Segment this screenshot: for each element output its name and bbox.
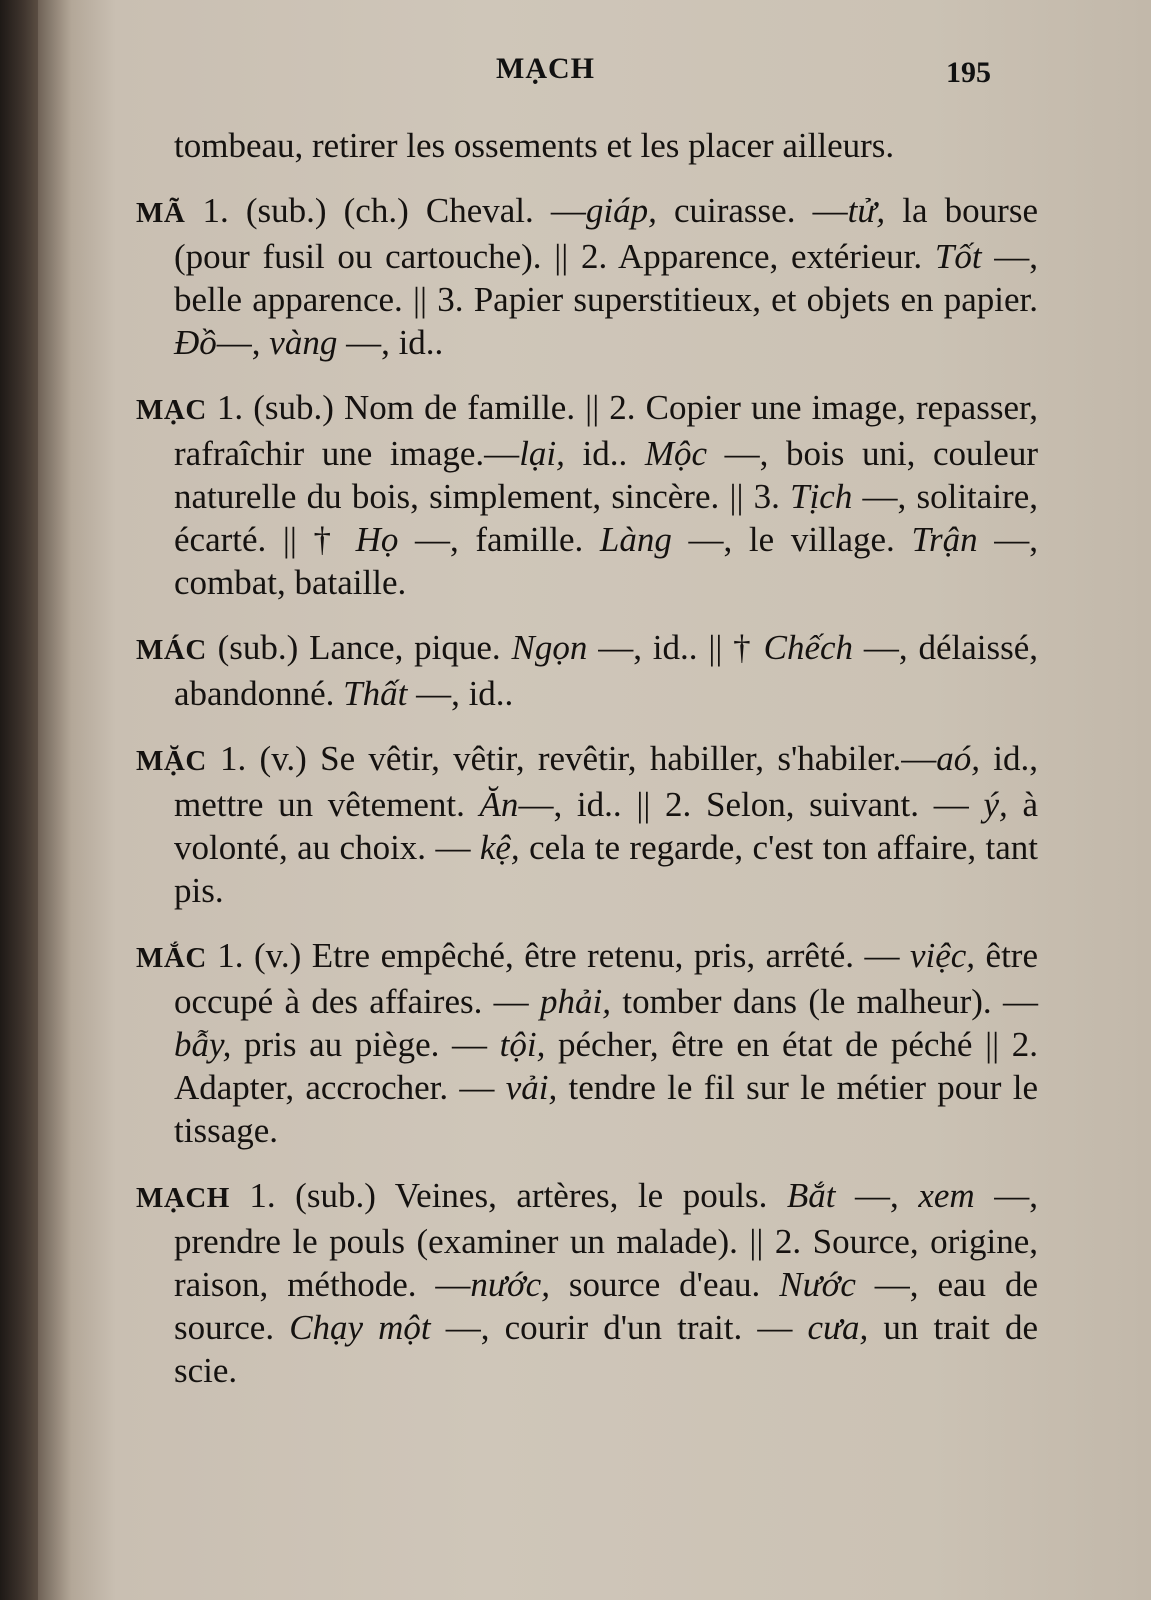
entry-ma: MÃ 1. (sub.) (ch.) Cheval. —giáp, cuirasse. —tử, la bourse (pour fusil ou cartouche). || 2. Apparence, extérieur. Tốt —, belle apparence. || 3. Papier superstitieux, et objets en papier. Đồ—, vàng —, id.. [136,191,1039,362]
page-header [38,52,1151,92]
book-binding [0,0,38,1600]
entry-mach: MẠCH 1. (sub.) Veines, artères, le pouls. Bắt —, xem —, prendre le pouls (examiner un malade). || 2. Source, origine, raison, méthode. —nước, source d'eau. Nước —, eau de source. Chạy một —, courir d'un trait. — cưa, un trait de scie. [136,1176,1038,1390]
page-number: 195 [946,56,991,89]
entry-mac-3: MẶC 1. (v.) Se vêtir, vêtir, revêtir, habiller, s'habiler.—aó, id., mettre un vêtement. Ăn—, id.. || 2. Selon, suivant. — ý, à volonté, au choix. — kệ, cela te regarde, c'est ton affaire, tant pis. [136,739,1038,910]
headword: MẠCH [136,1182,230,1214]
entry-mac-1: MẠC 1. (sub.) Nom de famille. || 2. Copier une image, repasser, rafraîchir une image.—lại, id.. Mộc —, bois uni, couleur naturelle du bois, simplement, sincère. || 3. Tịch —, solitaire, écarté. || † Họ —, famille. Làng —, le village. Trận —, combat, bataille. [136,388,1038,602]
running-head: MẠCH [496,52,595,85]
headword: MẠC [136,394,207,426]
headword: MẮC [136,942,207,974]
entry-mac-2: MÁC (sub.) Lance, pique. Ngọn —, id.. || † Chếch —, délaissé, abandonné. Thất —, id.. [136,628,1038,713]
headword: MẶC [136,745,207,777]
book-page [38,0,1151,1600]
headword: MÃ [136,197,186,229]
dictionary-text [138,124,1038,1414]
headword: MÁC [136,634,207,666]
continuation-text: tombeau, retirer les ossements et les placer ailleurs. [174,126,895,165]
entry-mac-4: MẮC 1. (v.) Etre empêché, être retenu, pris, arrêté. — việc, être occupé à des affaires. — phải, tomber dans (le malheur). — bẫy, pris au piège. — tội, pécher, être en état de péché || 2. Adapter, accrocher. — vải, tendre le fil sur le métier pour le tissage. [136,936,1039,1150]
